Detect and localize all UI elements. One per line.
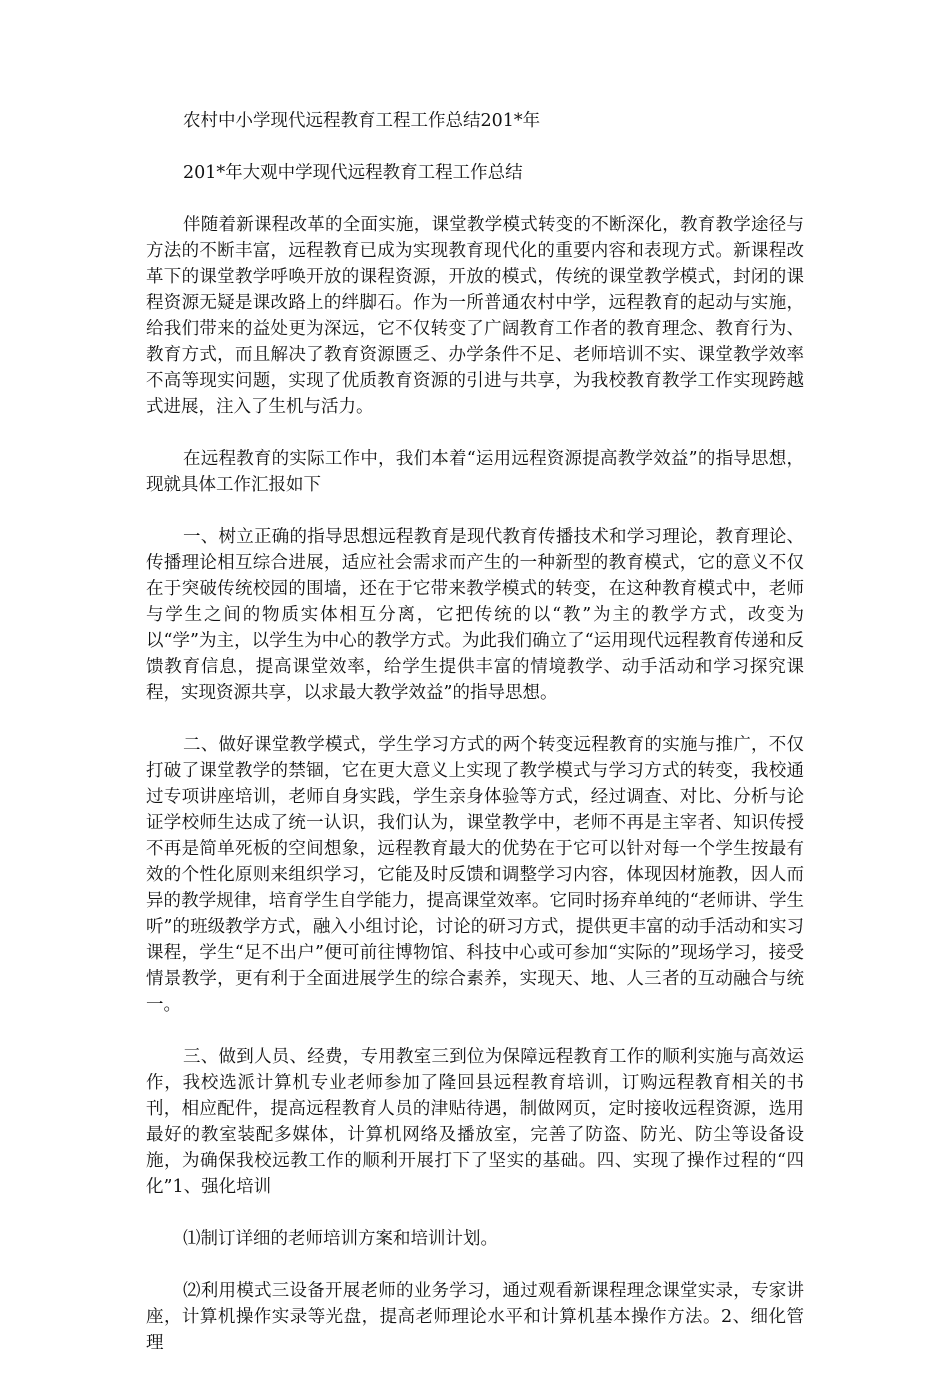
- document-subtitle: 201*年大观中学现代远程教育工程工作总结: [183, 163, 523, 183]
- paragraph-section-one: 一、树立正确的指导思想远程教育是现代教育传播技术和学习理论，教育理论、传播理论相互综合进展，适应社会需求而产生的一种新型的教育模式，它的意义不仅在于突破传统校园的围墙，还在于它带来教学模式的转变，在这种教育模式中，老师与学生之间的物质实体相互分离，它把传统的以“教”为主的教学方式，改变为以“学”为主，以学生为中心的教学方式。为此我们确立了“运用现代远程教育传递和反馈教育信息，提高课堂效率，给学生提供丰富的情境教学、动手活动和学习探究课程，实现资源共享，以求最大教学效益”的指导思想。: [146, 527, 804, 703]
- paragraph-guiding-thought: 在远程教育的实际工作中，我们本着“运用远程资源提高教学效益”的指导思想，现就具体工作汇报如下: [146, 449, 804, 495]
- paragraph-section-three: 三、做到人员、经费，专用教室三到位为保障远程教育工作的顺利实施与高效运作，我校选派计算机专业老师参加了隆回县远程教育培训，订购远程教育相关的书刊，相应配件，提高远程教育人员的津贴待遇，制做网页，定时接收远程资源，选用最好的教室装配多媒体，计算机网络及播放室，完善了防盗、防光、防尘等设备设施，为确保我校远教工作的顺利开展打下了坚实的基础。四、实现了操作过程的“四化”1、强化培训: [146, 1047, 804, 1197]
- document-body: [146, 108, 804, 1382]
- paragraph-item-2: ⑵利用模式三设备开展老师的业务学习，通过观看新课程理念课堂实录，专家讲座，计算机操作实录等光盘，提高老师理论水平和计算机基本操作方法。2、细化管理: [146, 1281, 804, 1353]
- document-title: 农村中小学现代远程教育工程工作总结201*年: [183, 111, 541, 131]
- paragraph-intro: 伴随着新课程改革的全面实施，课堂教学模式转变的不断深化，教育教学途径与方法的不断丰富，远程教育已成为实现教育现代化的重要内容和表现方式。新课程改革下的课堂教学呼唤开放的课程资源，开放的模式，传统的课堂教学模式，封闭的课程资源无疑是课改路上的绊脚石。作为一所普通农村中学，远程教育的起动与实施，给我们带来的益处更为深远，它不仅转变了广阔教育工作者的教育理念、教育行为、教育方式，而且解决了教育资源匮乏、办学条件不足、老师培训不实、课堂教学效率不高等现实问题，实现了优质教育资源的引进与共享，为我校教育教学工作实现跨越式进展，注入了生机与活力。: [146, 215, 804, 417]
- paragraph-section-two: 二、做好课堂教学模式，学生学习方式的两个转变远程教育的实施与推广，不仅打破了课堂教学的禁锢，它在更大意义上实现了教学模式与学习方式的转变，我校通过专项讲座培训，老师自身实践，学生亲身体验等方式，经过调查、对比、分析与论证学校师生达成了统一认识，我们认为，课堂教学中，老师不再是主宰者、知识传授不再是简单死板的空间想象，远程教育最大的优势在于它可以针对每一个学生按最有效的个性化原则来组织学习，它能及时反馈和调整学习内容，体现因材施教，因人而异的教学规律，培育学生自学能力，提高课堂效率。它同时扬弃单纯的“老师讲、学生听”的班级教学方式，融入小组讨论，讨论的研习方式，提供更丰富的动手活动和实习课程，学生“足不出户”便可前往博物馆、科技中心或可参加“实际的”现场学习，接受情景教学，更有利于全面进展学生的综合素养，实现天、地、人三者的互动融合与统一。: [146, 735, 804, 1015]
- paragraph-item-1: ⑴制订详细的老师培训方案和培训计划。: [183, 1229, 498, 1249]
